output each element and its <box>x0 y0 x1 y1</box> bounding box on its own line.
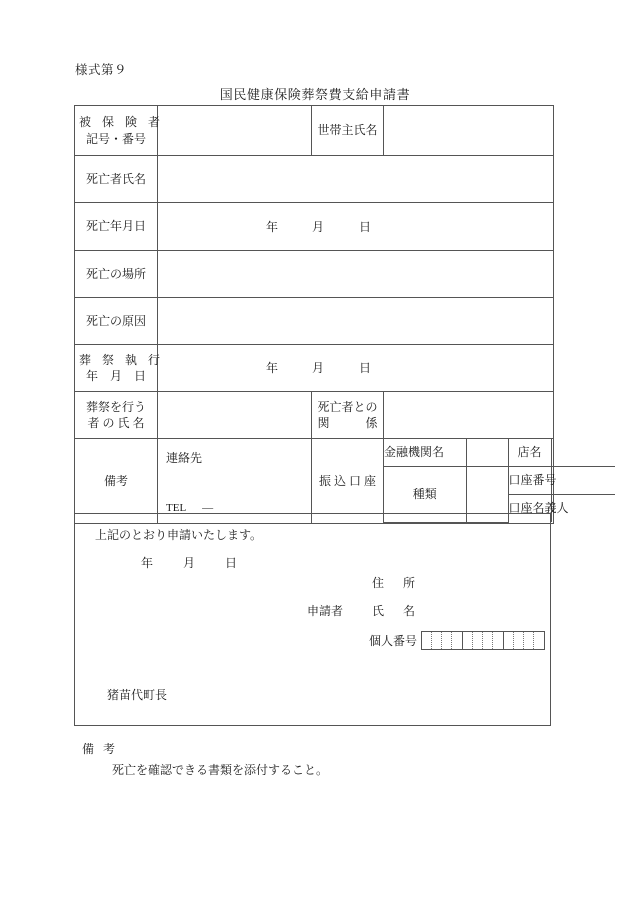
statement-text: 上記のとおり申請いたします。 <box>95 528 263 542</box>
label-bank-name: 金融機関名 <box>384 439 466 467</box>
bank-table <box>384 439 615 523</box>
label-name-1: 氏 <box>372 604 386 618</box>
mayor-addressee: 猪苗代町長 <box>107 688 168 702</box>
footer-remarks-label-1: 備 <box>82 742 95 756</box>
field-bank-name[interactable] <box>466 439 508 467</box>
footer-remarks-note: 死亡を確認できる書類を添付すること。 <box>112 763 329 777</box>
mynumber-digit-cell[interactable] <box>514 632 524 649</box>
death-date-marks <box>158 203 553 250</box>
label-funeral-date-line2: 年 月 日 <box>85 369 146 383</box>
label-death-place: 死亡の場所 <box>75 251 158 298</box>
label-funeral-person-line1: 葬祭を行う <box>85 399 146 414</box>
label-address-1: 住 <box>372 576 386 590</box>
applicant-name-row <box>372 602 416 619</box>
mynumber-digit-cell[interactable] <box>524 632 534 649</box>
statement-date-year-mark: 年 <box>141 556 154 570</box>
tel-dash: ― <box>202 501 214 514</box>
label-death-date: 死亡年月日 <box>75 203 158 251</box>
field-branch-name[interactable] <box>551 439 615 467</box>
funeral-date-year-mark: 年 <box>266 360 279 375</box>
statement-date-month-mark: 月 <box>183 556 196 570</box>
table-row-funeral-person <box>75 392 554 439</box>
field-householder-name[interactable] <box>384 106 554 156</box>
label-insured-line2: 記号・番号 <box>85 131 146 146</box>
label-relationship-line1: 死亡者との <box>317 399 378 414</box>
label-branch-name: 店名 <box>508 439 551 467</box>
field-funeral-date[interactable] <box>158 345 554 392</box>
mynumber-group <box>463 632 504 649</box>
field-death-place[interactable] <box>158 251 554 298</box>
field-deceased-name[interactable] <box>158 156 554 203</box>
statement-date-day-mark: 日 <box>225 556 238 570</box>
label-death-cause: 死亡の原因 <box>75 298 158 345</box>
mynumber-digit-cell[interactable] <box>463 632 473 649</box>
death-date-day-mark: 日 <box>359 219 372 234</box>
mynumber-row <box>369 631 545 650</box>
table-row-death-place <box>75 251 554 298</box>
table-row-insured <box>75 106 554 156</box>
table-row-death-date <box>75 203 554 251</box>
death-date-month-mark: 月 <box>312 219 325 234</box>
funeral-date-marks <box>158 345 553 391</box>
statement-box <box>74 513 551 726</box>
label-name-2: 名 <box>403 604 417 618</box>
label-applicant: 申請者 <box>307 604 344 618</box>
table-row-remarks <box>75 439 554 524</box>
funeral-date-month-mark: 月 <box>312 360 325 375</box>
label-deceased-name: 死亡者氏名 <box>75 156 158 203</box>
applicant-address-row <box>372 574 416 591</box>
mynumber-input-comb[interactable] <box>421 631 545 650</box>
label-account-type: 種類 <box>384 467 466 523</box>
mynumber-digit-cell[interactable] <box>534 632 544 649</box>
field-relationship[interactable] <box>384 392 554 439</box>
field-death-cause[interactable] <box>158 298 554 345</box>
field-account-number[interactable] <box>551 467 615 495</box>
label-householder-name: 世帯主氏名 <box>312 106 384 156</box>
mynumber-digit-cell[interactable] <box>483 632 493 649</box>
mynumber-digit-cell[interactable] <box>504 632 514 649</box>
label-funeral-date-line1: 葬 祭 執 行 <box>79 352 165 367</box>
footer-remarks-label <box>82 740 115 757</box>
mynumber-digit-cell[interactable] <box>473 632 483 649</box>
funeral-date-day-mark: 日 <box>359 360 372 375</box>
mynumber-group <box>422 632 463 649</box>
label-remarks: 備考 <box>75 439 158 524</box>
label-account-number: 口座番号 <box>508 467 551 495</box>
mynumber-digit-cell[interactable] <box>442 632 452 649</box>
label-tel: TEL <box>166 501 187 514</box>
statement-date[interactable] <box>141 554 237 571</box>
label-mynumber: 個人番号 <box>369 634 418 648</box>
label-account-holder: 口座名義人 <box>508 495 551 523</box>
death-date-year-mark: 年 <box>266 219 279 234</box>
bank-row-account-number <box>384 467 615 495</box>
footer-remarks-label-2: 考 <box>103 742 116 756</box>
mynumber-group <box>504 632 544 649</box>
mynumber-digit-cell[interactable] <box>493 632 503 649</box>
field-insured-number[interactable] <box>158 106 312 156</box>
bank-row-institution <box>384 439 615 467</box>
label-insured-line1: 被 保 険 者 <box>79 115 165 130</box>
table-row-death-cause <box>75 298 554 345</box>
label-insured <box>75 106 165 156</box>
application-table <box>74 105 569 524</box>
label-relationship <box>312 392 384 439</box>
field-contact[interactable] <box>158 439 312 524</box>
mynumber-digit-cell[interactable] <box>432 632 442 649</box>
form-number: 様式第９ <box>75 63 128 77</box>
label-relationship-line2: 関 係 <box>317 416 378 430</box>
label-transfer-account: 振 込 口 座 <box>312 439 384 524</box>
label-address-2: 所 <box>403 576 417 590</box>
label-funeral-person <box>75 392 158 439</box>
label-funeral-date <box>75 345 165 392</box>
label-contact: 連絡先 <box>166 451 203 465</box>
mynumber-digit-cell[interactable] <box>452 632 462 649</box>
table-row-funeral-date <box>75 345 554 392</box>
mynumber-digit-cell[interactable] <box>422 632 432 649</box>
field-funeral-person[interactable] <box>158 392 312 439</box>
bank-details-group <box>384 439 569 524</box>
label-funeral-person-line2: 者 の 氏 名 <box>87 416 145 430</box>
field-death-date[interactable] <box>158 203 554 251</box>
document-title: 国民健康保険葬祭費支給申請書 <box>219 87 411 102</box>
table-row-deceased-name <box>75 156 554 203</box>
